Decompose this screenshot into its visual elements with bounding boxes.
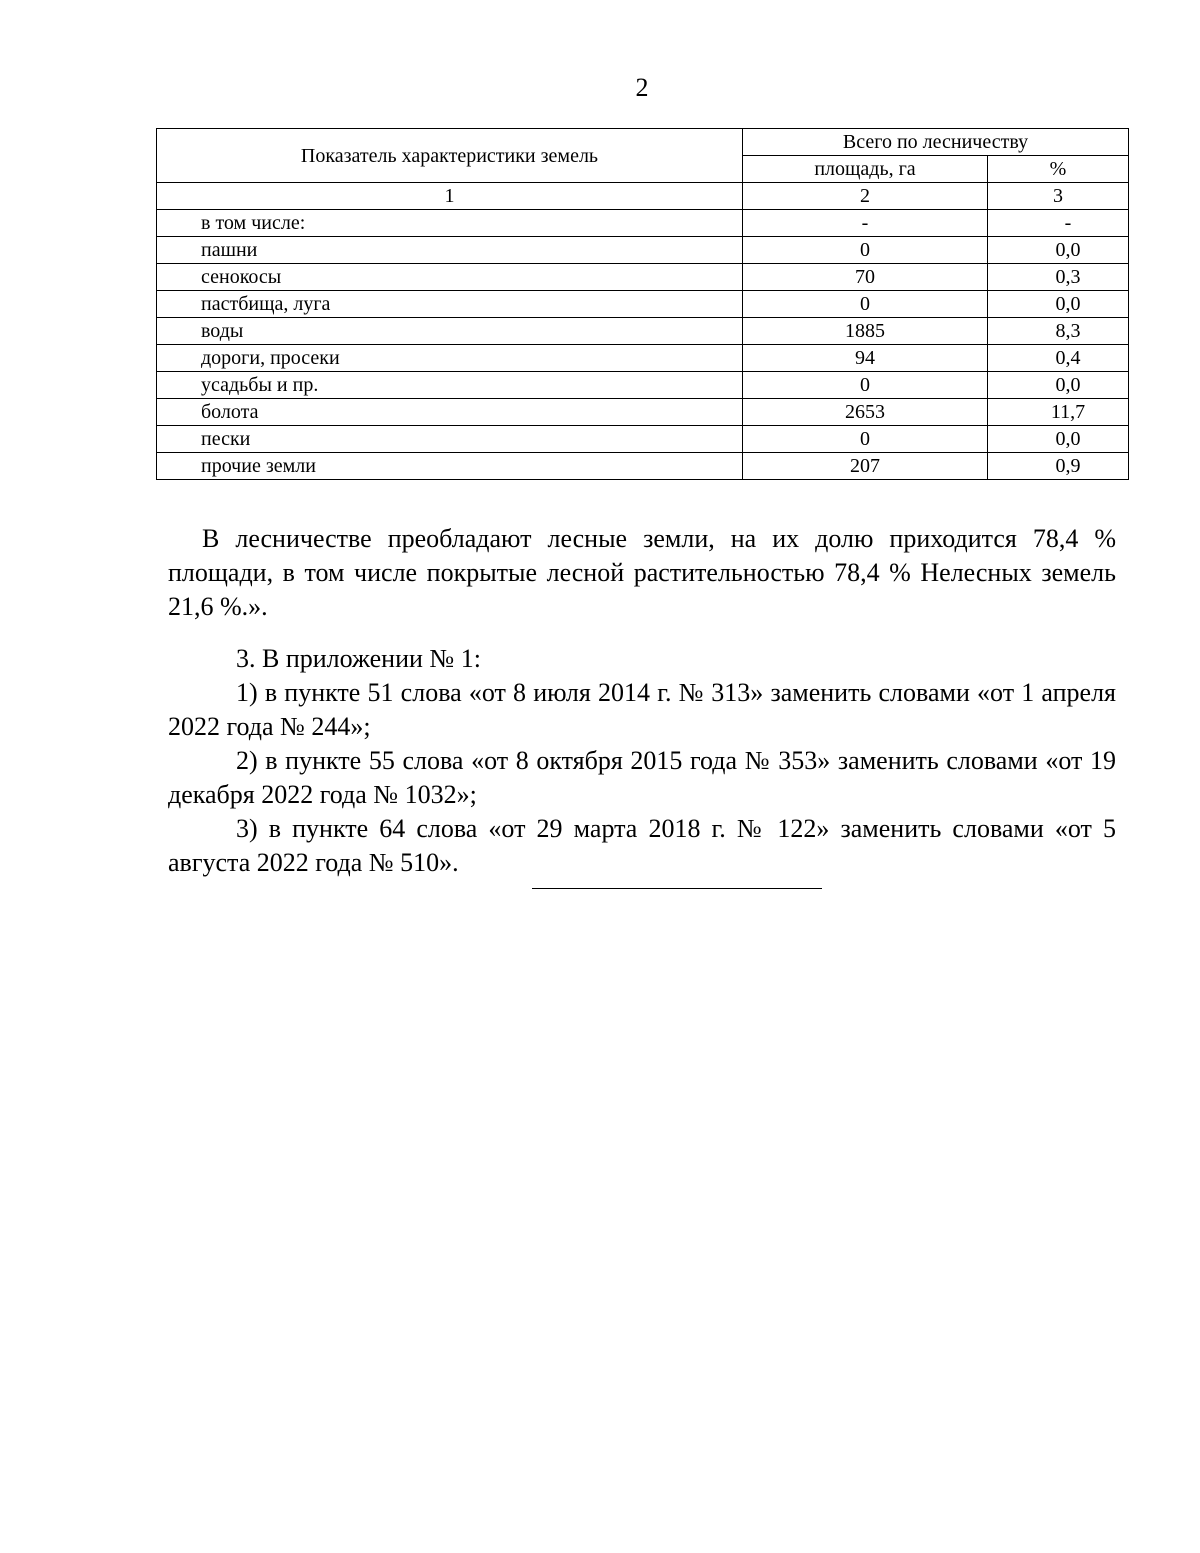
forest-land-paragraph: В лесничестве преобладают лесные земли, на их долю приходится 78,4 % площади, в том числе покрытые лесной растительностью 78,4 % Нелесных земель 21,6 %.». bbox=[168, 524, 1116, 621]
column-number: 2 bbox=[743, 183, 988, 210]
row-percent: 0,0 bbox=[988, 372, 1129, 399]
row-label: сенокосы bbox=[157, 264, 743, 291]
row-label: усадьбы и пр. bbox=[157, 372, 743, 399]
column-number: 1 bbox=[157, 183, 743, 210]
row-area: 207 bbox=[743, 453, 988, 480]
column-number: 3 bbox=[988, 183, 1129, 210]
row-area: 0 bbox=[743, 426, 988, 453]
row-area: 94 bbox=[743, 345, 988, 372]
row-label: в том числе: bbox=[157, 210, 743, 237]
row-area: 0 bbox=[743, 372, 988, 399]
row-area: 2653 bbox=[743, 399, 988, 426]
header-percent: % bbox=[988, 156, 1129, 183]
row-label: пашни bbox=[157, 237, 743, 264]
appendix-item: 2) в пункте 55 слова «от 8 октября 2015 года № 353» заменить словами «от 19 декабря 2022 года № 1032»; bbox=[168, 746, 1116, 809]
row-percent: 8,3 bbox=[988, 318, 1129, 345]
table-row bbox=[157, 399, 1129, 426]
row-percent: 0,0 bbox=[988, 291, 1129, 318]
row-label: болота bbox=[157, 399, 743, 426]
table-row bbox=[157, 264, 1129, 291]
header-indicator: Показатель характеристики земель bbox=[157, 129, 743, 183]
header-area: площадь, га bbox=[743, 156, 988, 183]
row-percent: 0,4 bbox=[988, 345, 1129, 372]
header-group: Всего по лесничеству bbox=[743, 129, 1129, 156]
table-row bbox=[157, 318, 1129, 345]
row-percent: 0,0 bbox=[988, 426, 1129, 453]
end-separator-line bbox=[532, 888, 822, 889]
row-percent: 0,3 bbox=[988, 264, 1129, 291]
row-percent: 0,0 bbox=[988, 237, 1129, 264]
table-row bbox=[157, 210, 1129, 237]
row-percent: 0,9 bbox=[988, 453, 1129, 480]
page-number: 2 bbox=[635, 73, 649, 102]
appendix-item: 1) в пункте 51 слова «от 8 июля 2014 г. № 313» заменить словами «от 1 апреля 2022 года № 244»; bbox=[168, 678, 1116, 741]
row-area: 1885 bbox=[743, 318, 988, 345]
appendix-block bbox=[168, 642, 1116, 880]
row-percent: 11,7 bbox=[988, 399, 1129, 426]
row-label: дороги, просеки bbox=[157, 345, 743, 372]
row-area: 0 bbox=[743, 237, 988, 264]
row-label: прочие земли bbox=[157, 453, 743, 480]
row-area: - bbox=[743, 210, 988, 237]
row-area: 0 bbox=[743, 291, 988, 318]
row-label: пастбища, луга bbox=[157, 291, 743, 318]
main-paragraph-block bbox=[168, 522, 1116, 624]
appendix-heading: 3. В приложении № 1: bbox=[236, 644, 481, 673]
row-label: воды bbox=[157, 318, 743, 345]
table-row bbox=[157, 345, 1129, 372]
table-row bbox=[157, 291, 1129, 318]
table-row bbox=[157, 426, 1129, 453]
land-characteristics-table bbox=[156, 128, 1129, 480]
row-percent: - bbox=[988, 210, 1129, 237]
appendix-item: 3) в пункте 64 слова «от 29 марта 2018 г. № 122» заменить словами «от 5 августа 2022 года № 510». bbox=[168, 814, 1116, 877]
row-area: 70 bbox=[743, 264, 988, 291]
table-row bbox=[157, 372, 1129, 399]
column-number-row bbox=[157, 183, 1129, 210]
row-label: пески bbox=[157, 426, 743, 453]
table-row bbox=[157, 453, 1129, 480]
table-row bbox=[157, 237, 1129, 264]
